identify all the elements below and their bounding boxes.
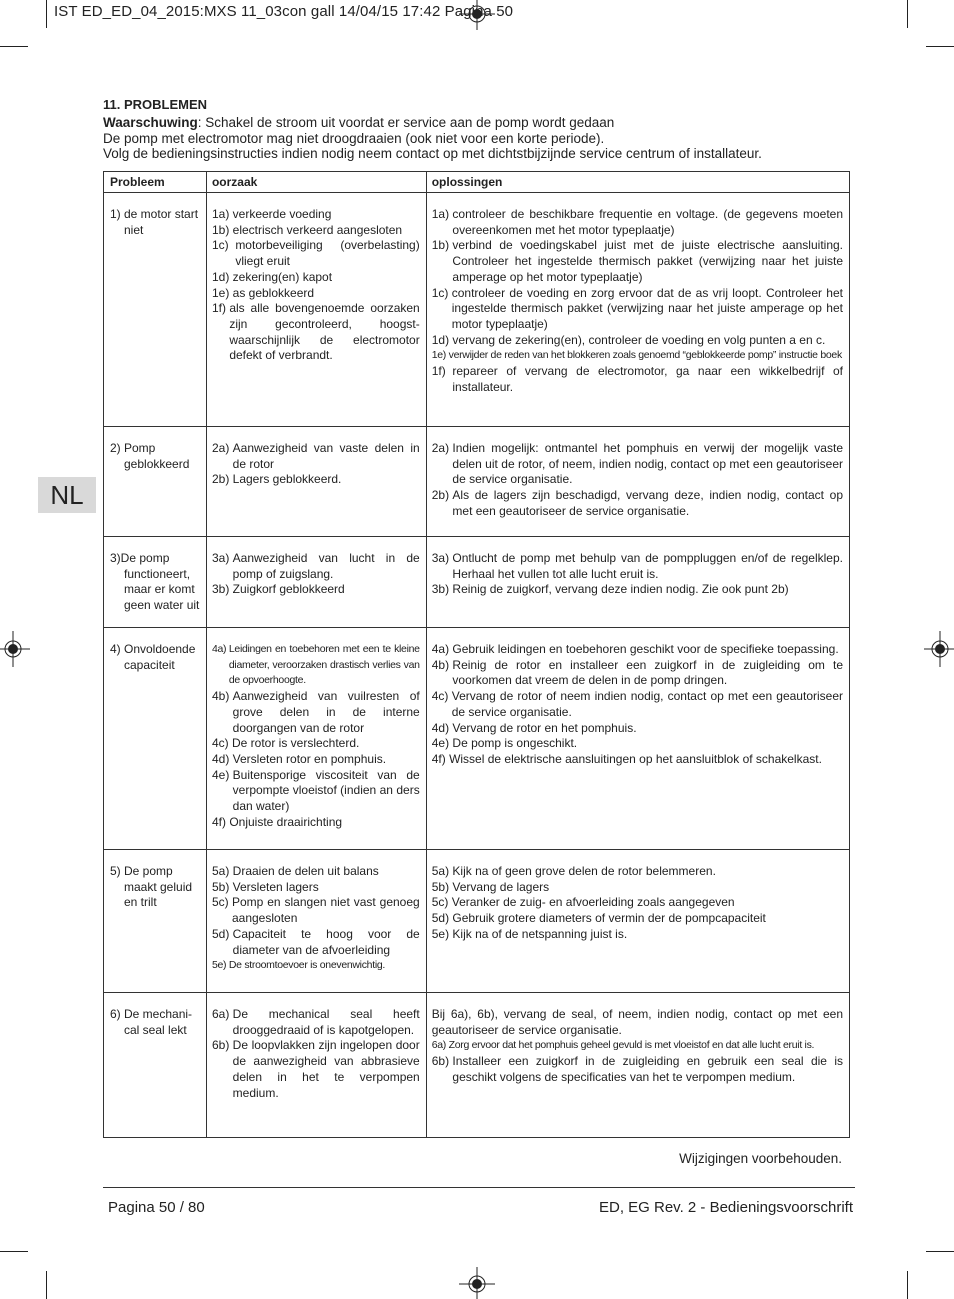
cause-item-number: 1e) [211, 285, 233, 300]
solution-item-text: repareer of vervang de electromotor, ga naar een wikkelbedrijf of installateur. [452, 364, 843, 394]
solution-item-number: 5b) [431, 879, 453, 894]
solution-item-text: vervang de zekering(en), controleer de voeding en volg punten a en c. [452, 332, 826, 347]
cause-item [212, 582, 420, 598]
solution-item-text: Installeer een zuigkorf in de zuigleiding en gebruik een seal die is geschikt volgens de specificaties van het te verpompen medium. [452, 1054, 843, 1084]
solution-item-text: controleer de beschikbare frequentie en voltage. (de gegevens moeten overeenkomen met het motor typeplaatje) [452, 207, 843, 237]
solution-item-text: Gebruik leidingen en toebehoren geschikt voor de specifieke toepassing. [452, 642, 839, 656]
solution-item-number: 5d) [431, 911, 453, 926]
solution-item-text: Kijk na of geen grove delen de rotor belemmeren. [452, 864, 716, 878]
solution-item-text: Veranker de zuig- en afvoerleiding zoals aangegeven [451, 895, 735, 910]
crop-mark [46, 1271, 47, 1299]
solution-item-number: 1d) [431, 332, 453, 347]
column-header: oplossingen [426, 172, 849, 193]
solution-list [427, 850, 849, 953]
solution-item [432, 895, 843, 911]
problem-cell [104, 628, 207, 850]
crop-mark [46, 0, 47, 28]
cause-item-number: 4d) [211, 751, 233, 766]
solution-item-number: 3a) [431, 551, 453, 565]
solution-item-number: 4e) [431, 736, 453, 751]
document-reference: ED, EG Rev. 2 - Bedieningsvoorschrift [599, 1199, 853, 1216]
cause-item-text: Lagers geblokkeerd. [232, 472, 342, 487]
cause-item-text: Onjuiste draairichting [229, 814, 343, 829]
solution-item-text: Ontlucht de pomp met behulp van de pomppluggen en/of de regelklep. Herhaal het vullen tot alle lucht eruit is. [452, 551, 843, 581]
solution-item-number: 1a) [431, 207, 453, 221]
solution-list [427, 427, 849, 530]
solution-item-number: 5a) [431, 864, 453, 878]
cause-item-text: zekering(en) kapot [232, 269, 333, 284]
cause-item-number: 5a) [211, 864, 233, 878]
cause-item [212, 223, 420, 239]
cause-item [212, 238, 420, 269]
solution-list [427, 628, 849, 778]
solution-item-text: De pomp is ongeschikt. [452, 736, 578, 751]
solution-item-text: Reinig de rotor en installeer een zuigkorf in de zuigleiding om te voorkomen dat vreem de delen in de pomp dringen. [452, 657, 843, 688]
warning-label: Waarschuwing [103, 115, 198, 130]
table-row [104, 850, 850, 993]
table-row [104, 537, 850, 628]
cause-item [212, 286, 420, 302]
problem-cell [104, 850, 207, 993]
page-number: Pagina 50 / 80 [108, 1199, 205, 1216]
cause-item [212, 441, 420, 472]
solution-item [432, 207, 843, 238]
solution-cell [426, 193, 849, 427]
solution-cell [426, 850, 849, 993]
solution-cell [426, 993, 849, 1138]
cause-list [207, 537, 426, 608]
solution-item-text: Gebruik grotere diameters of vermin der de pompcapaciteit [452, 911, 766, 926]
cause-item-number: 1c) [211, 238, 236, 253]
language-tab: NL [38, 477, 96, 513]
cause-item [212, 768, 420, 815]
cause-item-number: 5b) [211, 879, 233, 894]
crop-mark [907, 0, 908, 28]
cause-cell [206, 427, 426, 537]
cause-item-text: Leidingen en toebehoren met een te kleine diameter, veroorzaken drastisch verlies van de opvoerhoogte. [228, 643, 420, 687]
solution-item-number: 4d) [431, 720, 453, 735]
registration-mark-icon [924, 631, 954, 667]
solution-item-number: 1e) [431, 349, 449, 362]
intro-line: De pomp met electromotor mag niet droogdraaien (ook niet voor een korte periode). [103, 130, 605, 146]
problems-table [103, 171, 850, 1138]
solution-cell [426, 537, 849, 628]
cause-list [207, 850, 426, 984]
cause-item [212, 642, 420, 689]
cause-item [212, 689, 420, 736]
cause-item [212, 815, 420, 831]
cause-item-number: 2b) [211, 472, 233, 487]
solution-item-number: 5c) [431, 895, 452, 910]
solution-item-text: Wissel de elektrische aansluitingen op het aansluitblok of schakelkast. [449, 751, 822, 766]
cause-item-number: 2a) [211, 441, 233, 455]
cause-item-number: 4a) [211, 643, 229, 655]
solution-item [432, 364, 843, 395]
cause-cell [206, 537, 426, 628]
cause-item [212, 1038, 420, 1101]
cause-item-number: 4f) [211, 814, 230, 829]
cause-item [212, 880, 420, 896]
problem-label: 5) De pomp maakt geluid en trilt [110, 864, 193, 910]
cause-list [207, 993, 426, 1111]
registration-mark-icon [0, 631, 30, 667]
column-header: Probleem [104, 172, 207, 193]
solution-cell [426, 427, 849, 537]
cause-item [212, 207, 420, 223]
problem-label: 2) Pomp geblokkeerd [110, 441, 190, 471]
solution-item [432, 736, 843, 752]
solution-item-number: 4f) [431, 751, 450, 766]
cause-cell [206, 993, 426, 1138]
solution-item [432, 488, 843, 519]
solution-item [432, 642, 843, 658]
cause-item-text: De stroomtoevoer is onevenwichtig. [228, 959, 386, 972]
footer-note: Wijzigingen voorbehouden. [679, 1151, 842, 1166]
solution-item-number: 6a) [431, 1039, 449, 1052]
intro-text [103, 115, 863, 162]
solution-item-text: Kijk na of de netspanning juist is. [452, 926, 628, 941]
cause-item-number: 4e) [211, 767, 233, 782]
solution-item-number: 5e) [431, 926, 453, 941]
solution-item-text: verbind de voedingskabel juist met de juiste electrische aansluiting. Controleer het ingestelde thermisch pakket (verwijzing naar het juiste amperage op het motor typeplaatje) [452, 238, 843, 284]
cause-cell [206, 628, 426, 850]
cause-item-text: electrisch verkeerd aangesloten [232, 222, 403, 237]
cause-item [212, 736, 420, 752]
solution-item-number: 4a) [431, 642, 453, 656]
crop-mark [907, 1271, 908, 1299]
solution-list [427, 537, 849, 608]
cause-item-text: Aanwezigheid van vuilresten of grove delen in de interne doorgangen van de rotor [232, 689, 420, 735]
print-slug: IST ED_ED_04_2015:MXS 11_03con gall 14/04/15 17:42 Pagina 50 [54, 3, 514, 20]
solution-item-number: 4c) [431, 689, 452, 704]
cause-item-number: 1b) [211, 222, 233, 237]
solution-item [432, 721, 843, 737]
problem-label: 3)De pomp functioneert, maar er komt geen water uit [110, 551, 200, 613]
solution-item [432, 927, 843, 943]
cause-item-text: Buitensporige viscositeit van de verpompte vloeistof (indien an ders dan water) [232, 767, 420, 814]
solution-item-number: 1c) [431, 285, 452, 300]
solution-list [427, 993, 849, 1096]
solution-item [432, 689, 843, 720]
cause-item-text: as geblokkeerd [232, 285, 315, 300]
cause-item-number: 5c) [211, 895, 232, 910]
cause-cell [206, 193, 426, 427]
solution-item-number: 6b) [431, 1054, 453, 1069]
crop-mark [0, 1251, 28, 1252]
table-row [104, 993, 850, 1138]
solution-item [432, 752, 843, 768]
intro-line: Volg de bedieningsinstructies indien nodig neem contact op met dichtstbijzijnde service centrum of installateur. [103, 146, 762, 161]
solution-item [432, 658, 843, 689]
cause-item-number: 5e) [211, 959, 229, 972]
solution-item [432, 238, 843, 285]
cause-item-number: 1f) [211, 301, 230, 316]
cause-item [212, 927, 420, 958]
solution-item [432, 441, 843, 488]
solution-cell [426, 628, 849, 850]
cause-item-text: Capaciteit te hoog voor de diameter van de afvoerleiding [232, 926, 420, 957]
cause-item [212, 551, 420, 582]
solution-intro: Bij 6a), 6b), vervang de seal, of neem, indien nodig, contact op met een geautoriseer de service organisatie. [431, 1007, 843, 1037]
solution-item-text: verwijder de reden van het blokkeren zoals genoemd “geblokkeerde pomp” instructie boek [448, 349, 842, 362]
column-header: oorzaak [206, 172, 426, 193]
registration-mark-icon [459, 1267, 495, 1299]
cause-list [207, 427, 426, 498]
solution-item [432, 1054, 843, 1085]
cause-item [212, 864, 420, 880]
solution-item [432, 864, 843, 880]
footer-divider [103, 1187, 855, 1188]
cause-list [207, 193, 426, 374]
problem-cell [104, 993, 207, 1138]
solution-item-number: 1f) [431, 364, 453, 379]
cause-item-text: Zuigkorf geblokkeerd [232, 582, 345, 597]
solution-item [432, 880, 843, 896]
solution-item-text: controleer de voeding en zorg ervoor dat de as vrij loopt. Controleer het ingestelde thermisch pakket (verwijzing naar het juiste amperage op het motor typeplaatje) [451, 285, 843, 331]
table-header-row [104, 172, 850, 193]
solution-item-number: 2b) [431, 488, 453, 503]
problem-label: 1) de motor start niet [110, 207, 199, 237]
cause-item-number: 4c) [211, 736, 232, 751]
table-row [104, 193, 850, 427]
cause-item-number: 5d) [211, 926, 233, 941]
cause-item-text: De rotor is verslechterd. [231, 736, 360, 751]
crop-mark [926, 46, 954, 47]
solution-item-text: Als de lagers zijn beschadigd, vervang deze, indien nodig, contact op met een geautoriseer de service organisatie. [452, 488, 843, 518]
crop-mark [926, 1251, 954, 1252]
solution-item [432, 911, 843, 927]
cause-item-text: motorbeveiliging (overbelasting) vliegt eruit [235, 238, 420, 269]
solution-item [432, 286, 843, 333]
cause-cell [206, 850, 426, 993]
cause-item-text: verkeerde voeding [232, 207, 332, 221]
cause-item-text: Versleten lagers [232, 879, 319, 894]
cause-item [212, 752, 420, 768]
solution-item-text: Indien mogelijk: ontmantel het pomphuis en verwij der mogelijk vaste delen uit de rotor, of neem, indien nodig, contact op met een geautoriseer de service organisatie. [452, 441, 843, 487]
cause-item [212, 472, 420, 488]
cause-item [212, 1007, 420, 1038]
cause-item-number: 6a) [211, 1007, 233, 1021]
cause-item-text: Aanwezigheid van lucht in de pomp of zuigslang. [232, 551, 420, 581]
cause-item-text: Aanwezigheid van vaste delen in de rotor [232, 441, 420, 471]
cause-list [207, 628, 426, 840]
solution-item [432, 333, 843, 349]
cause-item-text: als alle bovengenoemde oorzaken zijn gecontroleerd, hoogst-waarschijnlijk de electromotor defekt of verbrandt. [229, 301, 420, 363]
cause-item [212, 301, 420, 364]
table-row [104, 427, 850, 537]
cause-item [212, 270, 420, 286]
cause-item-number: 3b) [211, 582, 233, 597]
table-row [104, 628, 850, 850]
warning-text: : Schakel de stroom uit voordat er service aan de pomp wordt gedaan [197, 115, 615, 130]
problem-label: 6) De mechani-cal seal lekt [110, 1007, 193, 1037]
solution-item [432, 551, 843, 582]
cause-item-text: Draaien de delen uit balans [232, 864, 379, 878]
problem-label: 4) Onvoldoende capaciteit [110, 642, 196, 672]
solution-item [432, 348, 843, 364]
section-title: 11. PROBLEMEN [103, 97, 208, 112]
cause-item-number: 1a) [211, 207, 233, 221]
solution-item-number: 1b) [431, 238, 453, 253]
cause-item-number: 1d) [211, 269, 233, 284]
cause-item-text: Pomp en slangen niet vast genoeg aangesloten [231, 895, 420, 926]
problem-cell [104, 427, 207, 537]
solution-item-text: Reinig de zuigkorf, vervang deze indien nodig. Zie ook punt 2b) [452, 582, 789, 597]
solution-item-text: Vervang de rotor en het pomphuis. [452, 720, 637, 735]
solution-item-text: Vervang de rotor of neem indien nodig, contact op met een geautoriseer de service organisatie. [451, 689, 843, 719]
solution-item-number: 4b) [431, 657, 453, 672]
cause-item-text: De loopvlakken zijn ingelopen door de aanwezigheid van abbrasieve delen in het te verpompen medium. [232, 1038, 420, 1100]
cause-item-text: Versleten rotor en pomphuis. [232, 751, 387, 766]
cause-item [212, 895, 420, 926]
crop-mark [0, 46, 28, 47]
solution-item [432, 1038, 843, 1054]
cause-item [212, 958, 420, 974]
cause-item-number: 3a) [211, 551, 233, 565]
solution-item-text: Zorg ervoor dat het pomphuis geheel gevuld is met vloeistof en dat alle lucht eruit is. [448, 1039, 815, 1052]
solution-list [427, 193, 849, 405]
solution-item-number: 3b) [431, 582, 453, 597]
problem-cell [104, 537, 207, 628]
solution-item-number: 2a) [431, 441, 453, 455]
cause-item-number: 6b) [211, 1038, 233, 1053]
solution-item [432, 582, 843, 598]
solution-item-text: Vervang de lagers [452, 879, 550, 894]
problem-cell [104, 193, 207, 427]
cause-item-text: De mechanical seal heeft drooggedraaid of is kapotgelopen. [232, 1007, 420, 1037]
warning-line [103, 115, 863, 131]
cause-item-number: 4b) [211, 689, 233, 704]
